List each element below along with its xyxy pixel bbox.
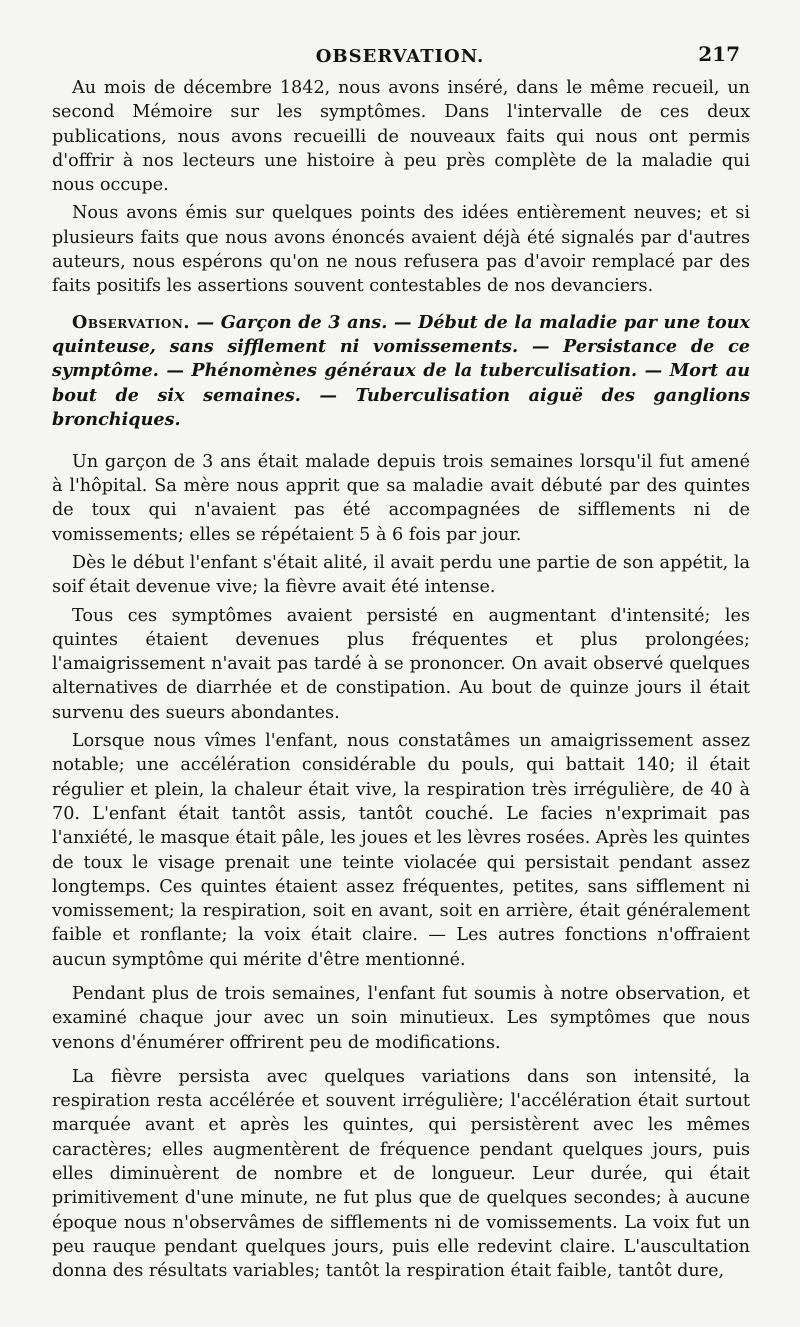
case-paragraph-3: Tous ces symptômes avaient persisté en augmentant d'intensité; les quintes étaient devenues plus fréquentes et plus prolongées; l'amaigrissement n'avait pas tardé à se prononcer. On avait observé quelques alternatives de diarrhée et de constipation. Au bout de quinze jours il était survenu des sueurs abondantes. [52, 605, 750, 723]
observation-label: Observation. [72, 311, 190, 333]
case-paragraph-4: Lorsque nous vîmes l'enfant, nous constatâmes un amaigrissement assez notable; une accélération considérable du pouls, qui battait 140; il était régulier et plein, la chaleur était vive, la respiration très irrégulière, de 40 à 70. L'enfant était tantôt assis, tantôt couché. Le facies n'exprimait pas l'anxiété, le masque était pâle, les joues et les lèvres rosées. Après les quintes de toux le visage prenait une teinte violacée qui persistait pendant assez longtemps. Ces quintes étaient assez fréquentes, petites, sans sifflement ni vomissement; la respiration, soit en avant, soit en arrière, était généralement faible et ronflante; la voix était claire. — Les autres fonctions n'offraient aucun symptôme qui mérite d'être mentionné. [52, 731, 751, 970]
case-paragraph-5: Pendant plus de trois semaines, l'enfant fut soumis à notre observation, et examiné chaque jour avec un soin minutieux. Les symptômes que nous venons d'énumérer offrirent peu de modifications. [52, 983, 750, 1053]
running-head [0, 42, 800, 72]
running-title: OBSERVATION. [315, 46, 485, 67]
observation-heading [52, 311, 750, 432]
paragraph-intro-2: Nous avons émis sur quelques points des idées entièrement neuves; et si plusieurs faits que nous avons énoncés avaient déjà été signalés par d'autres auteurs, nous espérons qu'on ne nous refusera pas d'avoir remplacé par des faits positifs les assertions souvent contestables de nos devanciers. [52, 203, 750, 297]
case-paragraph-2: Dès le début l'enfant s'était alité, il avait perdu une partie de son appétit, la soif était devenue vive; la fièvre avait été intense. [52, 552, 750, 598]
body-text [52, 76, 750, 1284]
observation-summary: — Garçon de 3 ans. — Début de la maladie par une toux quinteuse, sans sifflement ni vomissements. — Persistance de ce symptôme. — Phénomènes généraux de la tuberculisation. — Mort au bout de six semaines. — Tuberculisation aiguë des ganglions bronchiques. [52, 311, 750, 430]
case-paragraph-6: La fièvre persista avec quelques variations dans son intensité, la respiration resta accélérée et souvent irrégulière; l'accélération était surtout marquée avant et après les quintes, qui persistèrent avec les mêmes caractères; elles augmentèrent de fréquence pendant quelques jours, puis elles diminuèrent de nombre et de longueur. Leur durée, qui était primitivement d'une minute, ne fut plus que de quelques secondes; à aucune époque nous n'observâmes de sifflements ni de vomissements. La voix fut un peu rauque pendant quelques jours, puis elle redevint claire. L'auscultation donna des résultats variables; tantôt la respiration était faible, tantôt dure, [52, 1066, 750, 1282]
case-paragraph-1: Un garçon de 3 ans était malade depuis trois semaines lorsqu'il fut amené à l'hôpital. Sa mère nous apprit que sa maladie avait débuté par des quintes de toux qui n'avaient pas été accompagnées de sifflements ni de vomissements; elles se répétaient 5 à 6 fois par jour. [52, 451, 750, 545]
paragraph-intro-1: Au mois de décembre 1842, nous avons inséré, dans le même recueil, un second Mémoire sur les symptômes. Dans l'intervalle de ces deux publications, nous avons recueilli de nouveaux faits qui nous ont permis d'offrir à nos lecteurs une histoire à peu près complète de la maladie qui nous occupe. [52, 78, 750, 196]
page-number: 217 [698, 42, 740, 66]
